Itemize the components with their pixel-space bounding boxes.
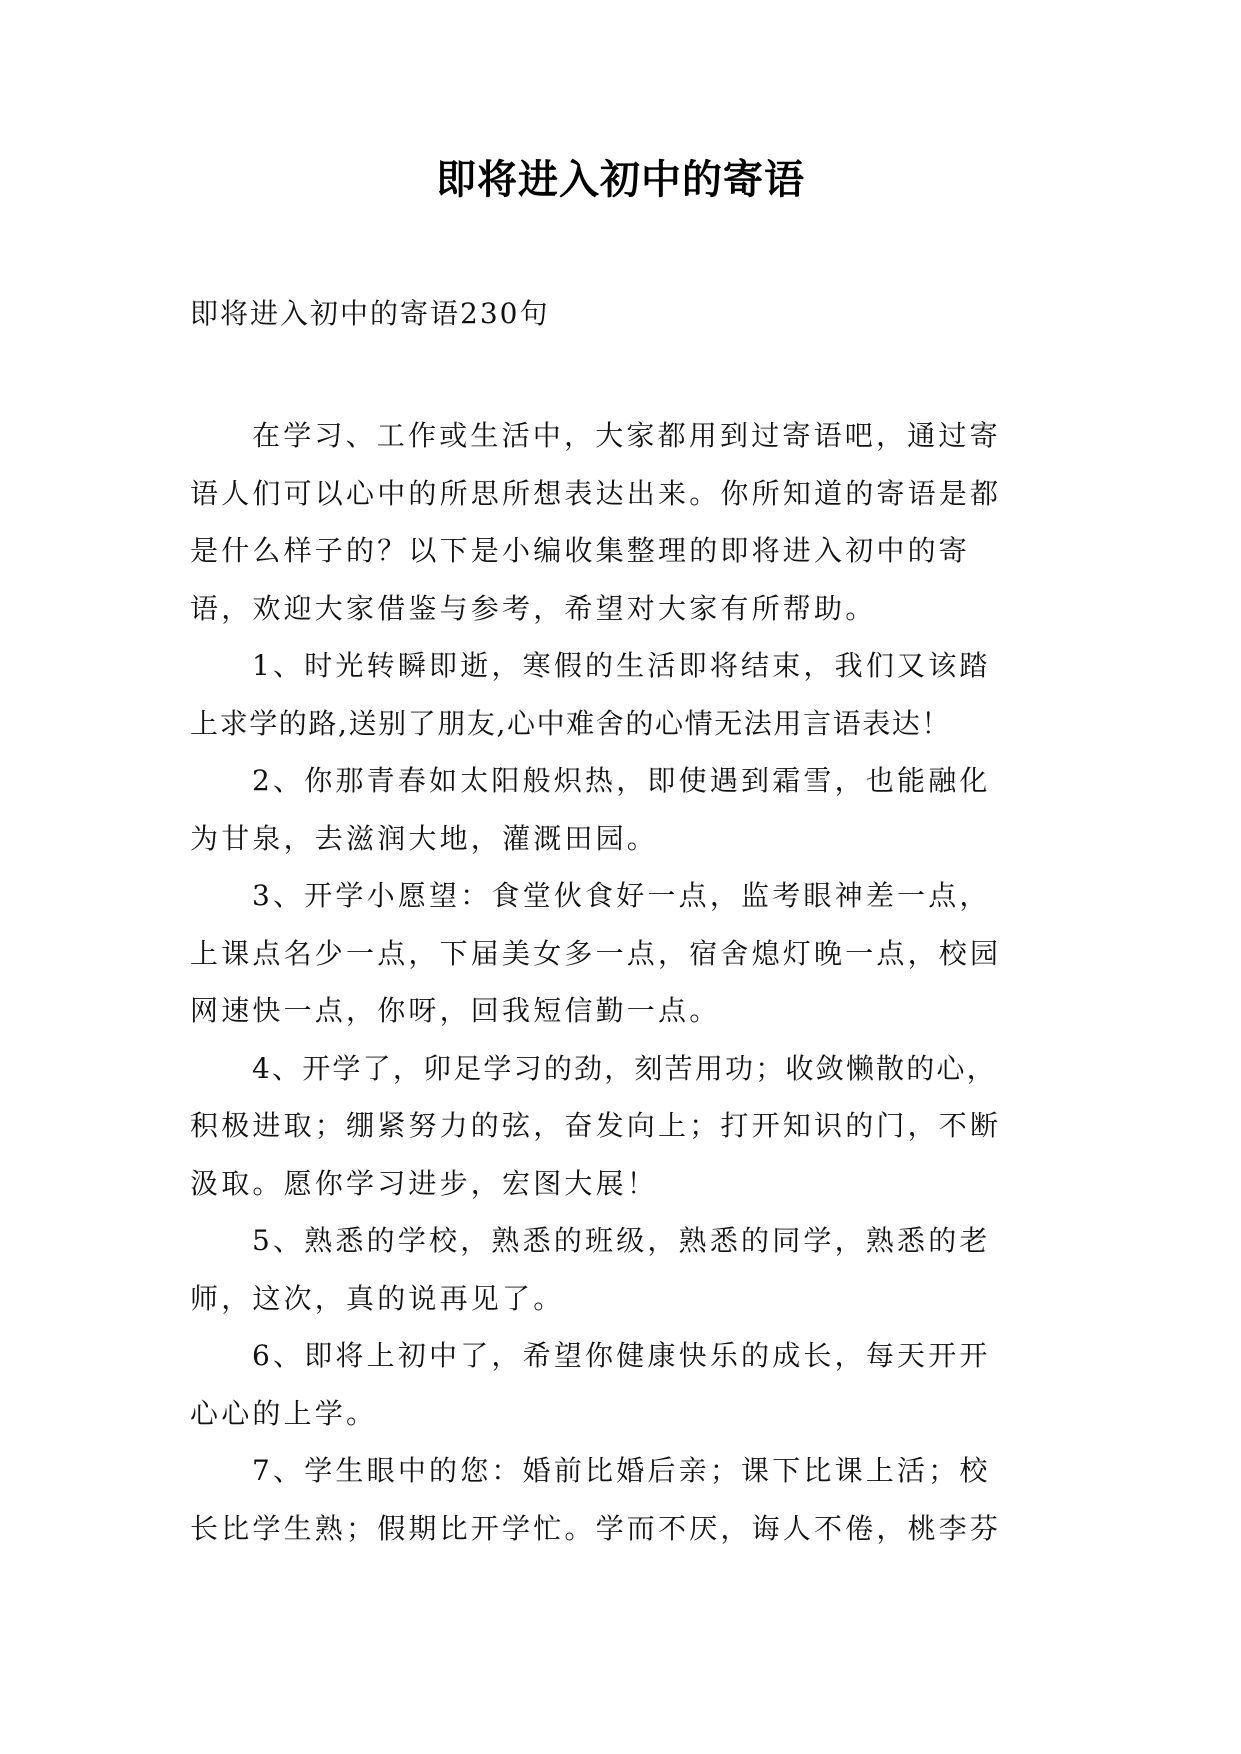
text-line: 积极进取；绷紧努力的弦，奋发向上；打开知识的门，不断 <box>190 1109 1002 1142</box>
document-subtitle: 即将进入初中的寄语230句 <box>190 297 550 330</box>
text-line: 在学习、工作或生活中，大家都用到过寄语吧，通过寄 <box>252 419 1001 452</box>
text-line: 汲取。愿你学习进步，宏图大展！ <box>190 1166 659 1200</box>
text-line: 上求学的路,送别了朋友,心中难舍的心情无法用言语表达！ <box>190 706 952 740</box>
message-paragraph-1 <box>190 637 1052 752</box>
text-line: 是什么样子的？以下是小编收集整理的即将进入初中的寄 <box>190 534 971 567</box>
text-line: 师，这次，真的说再见了。 <box>190 1281 565 1315</box>
message-paragraph-4 <box>190 1040 1052 1213</box>
text-line: 语人们可以心中的所思所想表达出来。你所知道的寄语是都 <box>190 476 1002 510</box>
document-title: 即将进入初中的寄语 <box>436 157 805 203</box>
text-line: 2、你那青春如太阳般炽热，即使遇到霜雪，也能融化 <box>252 764 991 797</box>
text-line: 心心的上学。 <box>190 1396 378 1430</box>
text-line: 网速快一点，你呀，回我短信勤一点。 <box>190 994 721 1027</box>
message-paragraph-6 <box>190 1327 1052 1442</box>
text-line: 语，欢迎大家借鉴与参考，希望对大家有所帮助。 <box>190 591 877 625</box>
text-line: 4、开学了，卯足学习的劲，刻苦用功；收敛懒散的心， <box>252 1051 997 1085</box>
intro-paragraph <box>190 407 1052 637</box>
text-line: 7、学生眼中的您：婚前比婚后亲；课下比课上活；校 <box>252 1454 991 1487</box>
text-line: 长比学生熟；假期比开学忙。学而不厌，诲人不倦，桃李芬 <box>190 1511 1002 1545</box>
text-line: 3、开学小愿望：食堂伙食好一点，监考眼神差一点， <box>252 879 991 912</box>
text-line: 5、熟悉的学校，熟悉的班级，熟悉的同学，熟悉的老 <box>252 1224 991 1257</box>
document-body <box>190 407 1052 1557</box>
text-line: 1、时光转瞬即逝，寒假的生活即将结束，我们又该踏 <box>252 649 991 682</box>
message-paragraph-3 <box>190 867 1052 1040</box>
text-line: 6、即将上初中了，希望你健康快乐的成长，每天开开 <box>252 1339 991 1372</box>
message-paragraph-2 <box>190 752 1052 867</box>
text-line: 上课点名少一点，下届美女多一点，宿舍熄灯晚一点，校园 <box>190 936 1002 970</box>
message-paragraph-5 <box>190 1212 1052 1327</box>
message-paragraph-7 <box>190 1442 1052 1557</box>
text-line: 为甘泉，去滋润大地，灌溉田园。 <box>190 821 659 855</box>
